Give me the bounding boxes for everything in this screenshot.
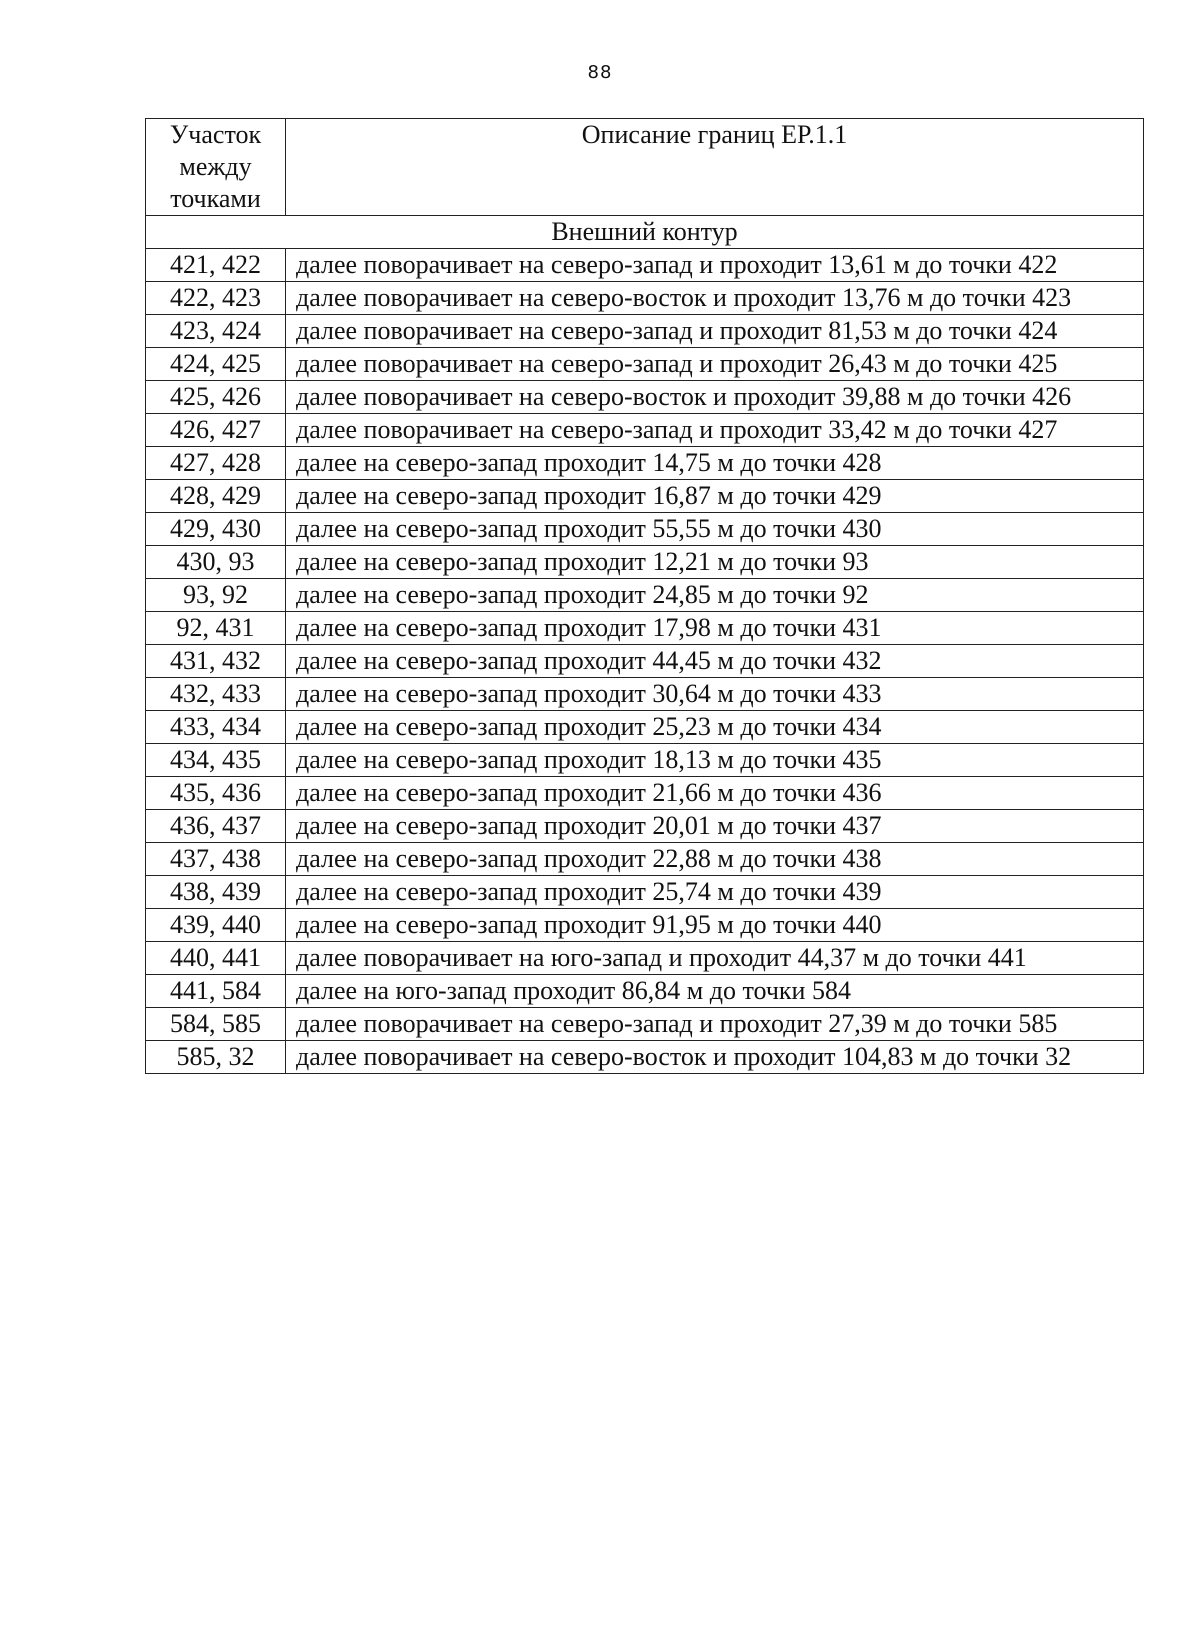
description-cell: далее поворачивает на северо-запад и проходит 13,61 м до точки 422 (286, 249, 1144, 282)
table-row (146, 777, 1144, 810)
header-segment-cell: Участок между точками (146, 119, 286, 216)
segment-cell: 436, 437 (146, 810, 286, 843)
segment-cell: 427, 428 (146, 447, 286, 480)
section-row (146, 216, 1144, 249)
table-body (146, 119, 1144, 1074)
description-cell: далее на северо-запад проходит 25,74 м до точки 439 (286, 876, 1144, 909)
table-row (146, 810, 1144, 843)
table-row (146, 612, 1144, 645)
segment-cell: 429, 430 (146, 513, 286, 546)
segment-cell: 428, 429 (146, 480, 286, 513)
segment-cell: 437, 438 (146, 843, 286, 876)
table-row (146, 447, 1144, 480)
description-cell: далее на северо-запад проходит 25,23 м до точки 434 (286, 711, 1144, 744)
description-cell: далее на северо-запад проходит 12,21 м до точки 93 (286, 546, 1144, 579)
segment-cell: 425, 426 (146, 381, 286, 414)
description-cell: далее поворачивает на северо-восток и проходит 13,76 м до точки 423 (286, 282, 1144, 315)
table-row (146, 579, 1144, 612)
table-row (146, 909, 1144, 942)
segment-cell: 422, 423 (146, 282, 286, 315)
segment-cell: 430, 93 (146, 546, 286, 579)
description-cell: далее на северо-запад проходит 30,64 м до точки 433 (286, 678, 1144, 711)
segment-cell: 421, 422 (146, 249, 286, 282)
table-row (146, 942, 1144, 975)
table-row (146, 315, 1144, 348)
table-row (146, 282, 1144, 315)
description-cell: далее на северо-запад проходит 18,13 м до точки 435 (286, 744, 1144, 777)
table-row (146, 381, 1144, 414)
section-title: Внешний контур (146, 216, 1144, 249)
description-cell: далее поворачивает на северо-запад и проходит 81,53 м до точки 424 (286, 315, 1144, 348)
segment-cell: 434, 435 (146, 744, 286, 777)
segment-cell: 584, 585 (146, 1008, 286, 1041)
table-row (146, 711, 1144, 744)
table-header-row (146, 119, 1144, 216)
description-cell: далее на северо-запад проходит 91,95 м до точки 440 (286, 909, 1144, 942)
segment-cell: 441, 584 (146, 975, 286, 1008)
segment-cell: 440, 441 (146, 942, 286, 975)
description-cell: далее поворачивает на северо-запад и проходит 33,42 м до точки 427 (286, 414, 1144, 447)
table-row (146, 975, 1144, 1008)
table-row (146, 645, 1144, 678)
description-cell: далее поворачивает на северо-восток и проходит 39,88 м до точки 426 (286, 381, 1144, 414)
page-number: 88 (587, 62, 613, 83)
segment-cell: 424, 425 (146, 348, 286, 381)
table-row (146, 348, 1144, 381)
segment-cell: 423, 424 (146, 315, 286, 348)
header-description-cell: Описание границ ЕР.1.1 (286, 119, 1144, 216)
segment-cell: 433, 434 (146, 711, 286, 744)
segment-cell: 585, 32 (146, 1041, 286, 1074)
description-cell: далее поворачивает на северо-запад и проходит 26,43 м до точки 425 (286, 348, 1144, 381)
description-cell: далее на северо-запад проходит 24,85 м до точки 92 (286, 579, 1144, 612)
description-cell: далее на северо-запад проходит 22,88 м до точки 438 (286, 843, 1144, 876)
description-cell: далее на северо-запад проходит 20,01 м до точки 437 (286, 810, 1144, 843)
table-row (146, 843, 1144, 876)
segment-cell: 432, 433 (146, 678, 286, 711)
table-row (146, 513, 1144, 546)
description-cell: далее на северо-запад проходит 16,87 м до точки 429 (286, 480, 1144, 513)
description-cell: далее на юго-запад проходит 86,84 м до точки 584 (286, 975, 1144, 1008)
description-cell: далее поворачивает на северо-восток и проходит 104,83 м до точки 32 (286, 1041, 1144, 1074)
boundary-table (145, 118, 1144, 1074)
description-cell: далее на северо-запад проходит 55,55 м до точки 430 (286, 513, 1144, 546)
table-row (146, 480, 1144, 513)
table-row (146, 1008, 1144, 1041)
description-cell: далее поворачивает на юго-запад и проходит 44,37 м до точки 441 (286, 942, 1144, 975)
table-row (146, 1041, 1144, 1074)
table-row (146, 414, 1144, 447)
table-row (146, 744, 1144, 777)
description-cell: далее на северо-запад проходит 44,45 м до точки 432 (286, 645, 1144, 678)
segment-cell: 92, 431 (146, 612, 286, 645)
table-row (146, 546, 1144, 579)
segment-cell: 435, 436 (146, 777, 286, 810)
description-cell: далее на северо-запад проходит 14,75 м до точки 428 (286, 447, 1144, 480)
segment-cell: 431, 432 (146, 645, 286, 678)
description-cell: далее на северо-запад проходит 17,98 м до точки 431 (286, 612, 1144, 645)
table-row (146, 678, 1144, 711)
segment-cell: 93, 92 (146, 579, 286, 612)
segment-cell: 426, 427 (146, 414, 286, 447)
segment-cell: 438, 439 (146, 876, 286, 909)
description-cell: далее на северо-запад проходит 21,66 м до точки 436 (286, 777, 1144, 810)
description-cell: далее поворачивает на северо-запад и проходит 27,39 м до точки 585 (286, 1008, 1144, 1041)
table-row (146, 249, 1144, 282)
table-row (146, 876, 1144, 909)
segment-cell: 439, 440 (146, 909, 286, 942)
